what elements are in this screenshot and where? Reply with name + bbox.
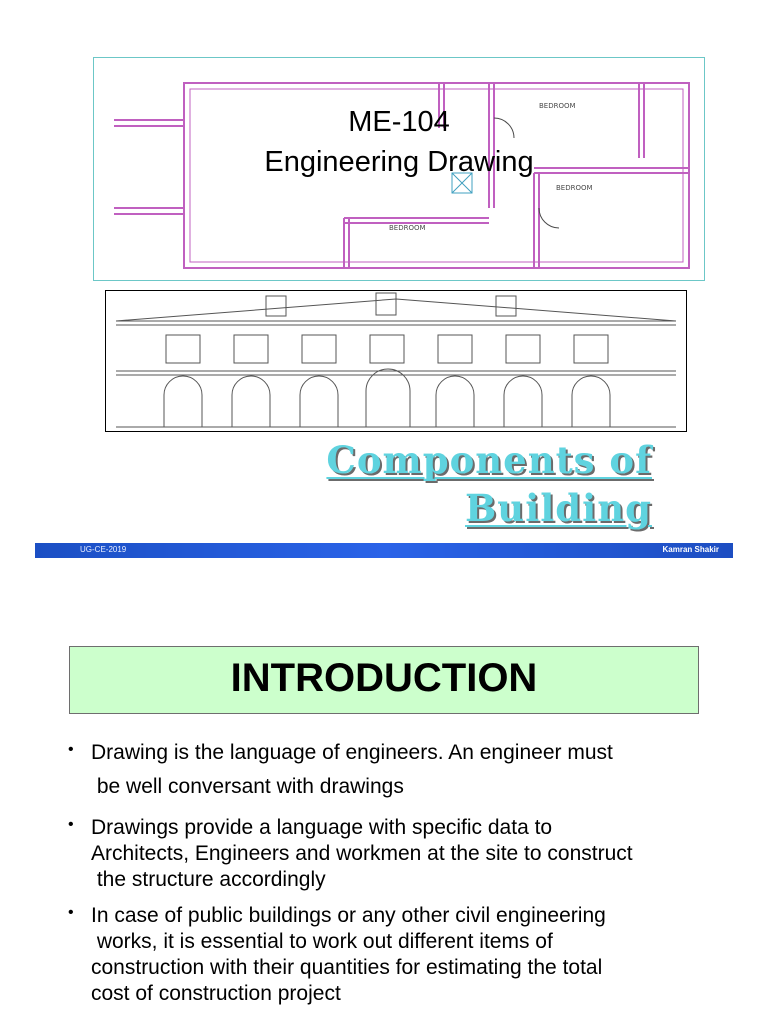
building-facade-drawing	[105, 290, 687, 432]
bullet-line: works, it is essential to work out different items of	[91, 930, 553, 953]
footer-author: Kamran Shakir	[662, 545, 719, 554]
bullet-line: the structure accordingly	[91, 868, 326, 891]
components-heading-line-2: Building	[465, 486, 652, 530]
bullet-line: Drawings provide a language with specific data to	[91, 816, 553, 839]
course-code: ME-104	[348, 106, 450, 138]
floor-plan-drawing	[93, 57, 705, 281]
bullet-line: construction with their quantities for estimating the total	[91, 956, 603, 979]
components-heading-line-1: Components of	[326, 438, 652, 482]
bullet-line: In case of public buildings or any other civil engineering	[91, 904, 606, 927]
course-title: Engineering Drawing	[264, 146, 534, 178]
footer-course-id: UG-CE-2019	[80, 545, 127, 554]
bullet-line: Drawing is the language of engineers. An engineer must	[91, 741, 613, 764]
plan-label-bedroom-2: BEDROOM	[556, 184, 593, 192]
introduction-heading-box	[69, 646, 699, 714]
plan-label-bedroom-3: BEDROOM	[389, 224, 426, 232]
bullet-dot-icon: •	[68, 741, 74, 758]
slide-footer-bar	[35, 543, 733, 558]
plan-label-bedroom-1: BEDROOM	[539, 102, 576, 110]
bullet-line: be well conversant with drawings	[91, 775, 404, 798]
bullet-line: Architects, Engineers and workmen at the site to construct	[91, 842, 633, 865]
introduction-heading: INTRODUCTION	[230, 656, 538, 700]
facade-lines	[106, 291, 686, 431]
bullet-line: cost of construction project	[91, 982, 341, 1005]
bullet-dot-icon: •	[68, 816, 74, 833]
bullet-dot-icon: •	[68, 904, 74, 921]
